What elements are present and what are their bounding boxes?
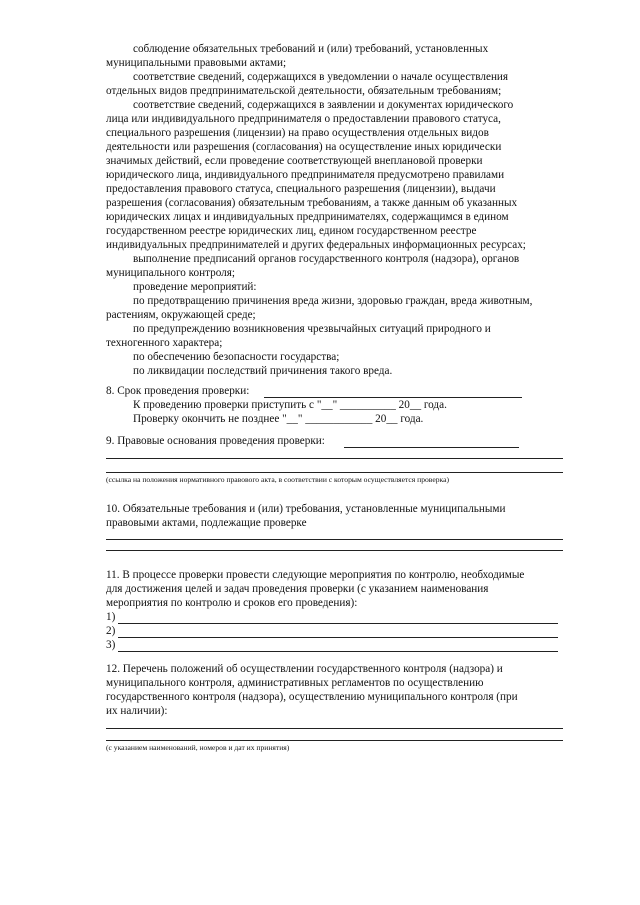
paragraph-line: юридических лицах и индивидуальных предпринимателях, содержащимся в едином xyxy=(106,211,509,223)
paragraph-line: предоставления правового статуса, специального разрешения (лицензии), выдачи xyxy=(106,183,496,195)
section-12-line: государственного контроля (надзора), осуществлению муниципального контроля (при xyxy=(106,691,518,703)
section-12-line: 12. Перечень положений об осуществлении государственного контроля (надзора) и xyxy=(106,663,503,675)
section-9-fill-line xyxy=(106,458,563,459)
section-11-line: для достижения целей и задач проведения проверки (с указанием наименования xyxy=(106,583,489,595)
section-12-fill-line xyxy=(106,728,563,729)
paragraph-line: по ликвидации последствий причинения такого вреда. xyxy=(133,365,393,377)
paragraph-line: выполнение предписаний органов государственного контроля (надзора), органов xyxy=(133,253,520,265)
paragraph-line: юридического лица, индивидуального предпринимателя предусмотрено правилами xyxy=(106,169,505,181)
section-12-fill-line xyxy=(106,740,563,741)
section-11-line: 11. В процессе проверки провести следующие мероприятия по контролю, необходимые xyxy=(106,569,525,581)
paragraph-line: разрешения (согласования) обязательным требованиям, а также данным об указанных xyxy=(106,197,518,209)
paragraph-line: специального разрешения (лицензии) на право осуществления отдельных видов xyxy=(106,127,489,139)
section-8-start-date: К проведению проверки приступить с "__" __________ 20__ года. xyxy=(133,399,447,411)
section-8-end-date: Проверку окончить не позднее "__" ____________ 20__ года. xyxy=(133,413,424,425)
section-10-line: правовыми актами, подлежащие проверке xyxy=(106,517,307,529)
paragraph-line: муниципального контроля; xyxy=(106,267,235,279)
paragraph-line: по обеспечению безопасности государства; xyxy=(133,351,340,363)
section-11-item-2: 2) xyxy=(106,625,116,637)
paragraph-line: по предупреждению возникновения чрезвычайных ситуаций природного и xyxy=(133,323,491,335)
section-12-line: муниципального контроля, административных регламентов по осуществлению xyxy=(106,677,484,689)
section-9-fill-line xyxy=(106,472,563,473)
paragraph-line: отдельных видов предпринимательской деятельности, обязательным требованиям; xyxy=(106,85,502,97)
paragraph-line: растениям, окружающей среде; xyxy=(106,309,256,321)
section-11-item-3: 3) xyxy=(106,639,116,651)
section-12-caption: (с указанием наименований, номеров и дат их принятия) xyxy=(106,743,290,752)
section-10-fill-line xyxy=(106,539,563,540)
section-10-line: 10. Обязательные требования и (или) требования, установленные муниципальными xyxy=(106,503,506,515)
paragraph-line: значимых действий, если проведение соответствующей внеплановой проверки xyxy=(106,155,483,167)
section-11-item-1: 1) xyxy=(106,611,116,623)
paragraph-line: государственном реестре юридических лиц, едином государственном реестре xyxy=(106,225,477,237)
paragraph-line: по предотвращению причинения вреда жизни, здоровью граждан, вреда животным, xyxy=(133,295,533,307)
section-9-title: 9. Правовые основания проведения проверки: xyxy=(106,435,325,447)
section-10-fill-line xyxy=(106,550,563,551)
section-11-fill-line xyxy=(118,651,558,652)
paragraph-line: деятельности или разрешения (согласования) на осуществление иных юридически xyxy=(106,141,502,153)
paragraph-line: соответствие сведений, содержащихся в заявлении и документах юридического xyxy=(133,99,514,111)
paragraph-line: соответствие сведений, содержащихся в уведомлении о начале осуществления xyxy=(133,71,509,83)
section-12-line: их наличии): xyxy=(106,705,168,717)
section-9-fill-line xyxy=(344,447,519,448)
paragraph-line: проведение мероприятий: xyxy=(133,281,257,293)
section-9-caption: (ссылка на положения нормативного правового акта, в соответствии с которым осуществляется проверка) xyxy=(106,475,449,484)
paragraph-line: техногенного характера; xyxy=(106,337,223,349)
paragraph-line: лица или индивидуального предпринимателя о предоставлении правового статуса, xyxy=(106,113,501,125)
paragraph-line: индивидуальных предпринимателей и других федеральных информационных ресурсах; xyxy=(106,239,526,251)
section-11-fill-line xyxy=(118,637,558,638)
section-11-line: мероприятия по контролю и сроков его проведения): xyxy=(106,597,358,609)
paragraph-line: муниципальными правовыми актами; xyxy=(106,57,287,69)
paragraph-line: соблюдение обязательных требований и (или) требований, установленных xyxy=(133,43,489,55)
section-8-title: 8. Срок проведения проверки: xyxy=(106,385,250,397)
section-11-fill-line xyxy=(118,623,558,624)
